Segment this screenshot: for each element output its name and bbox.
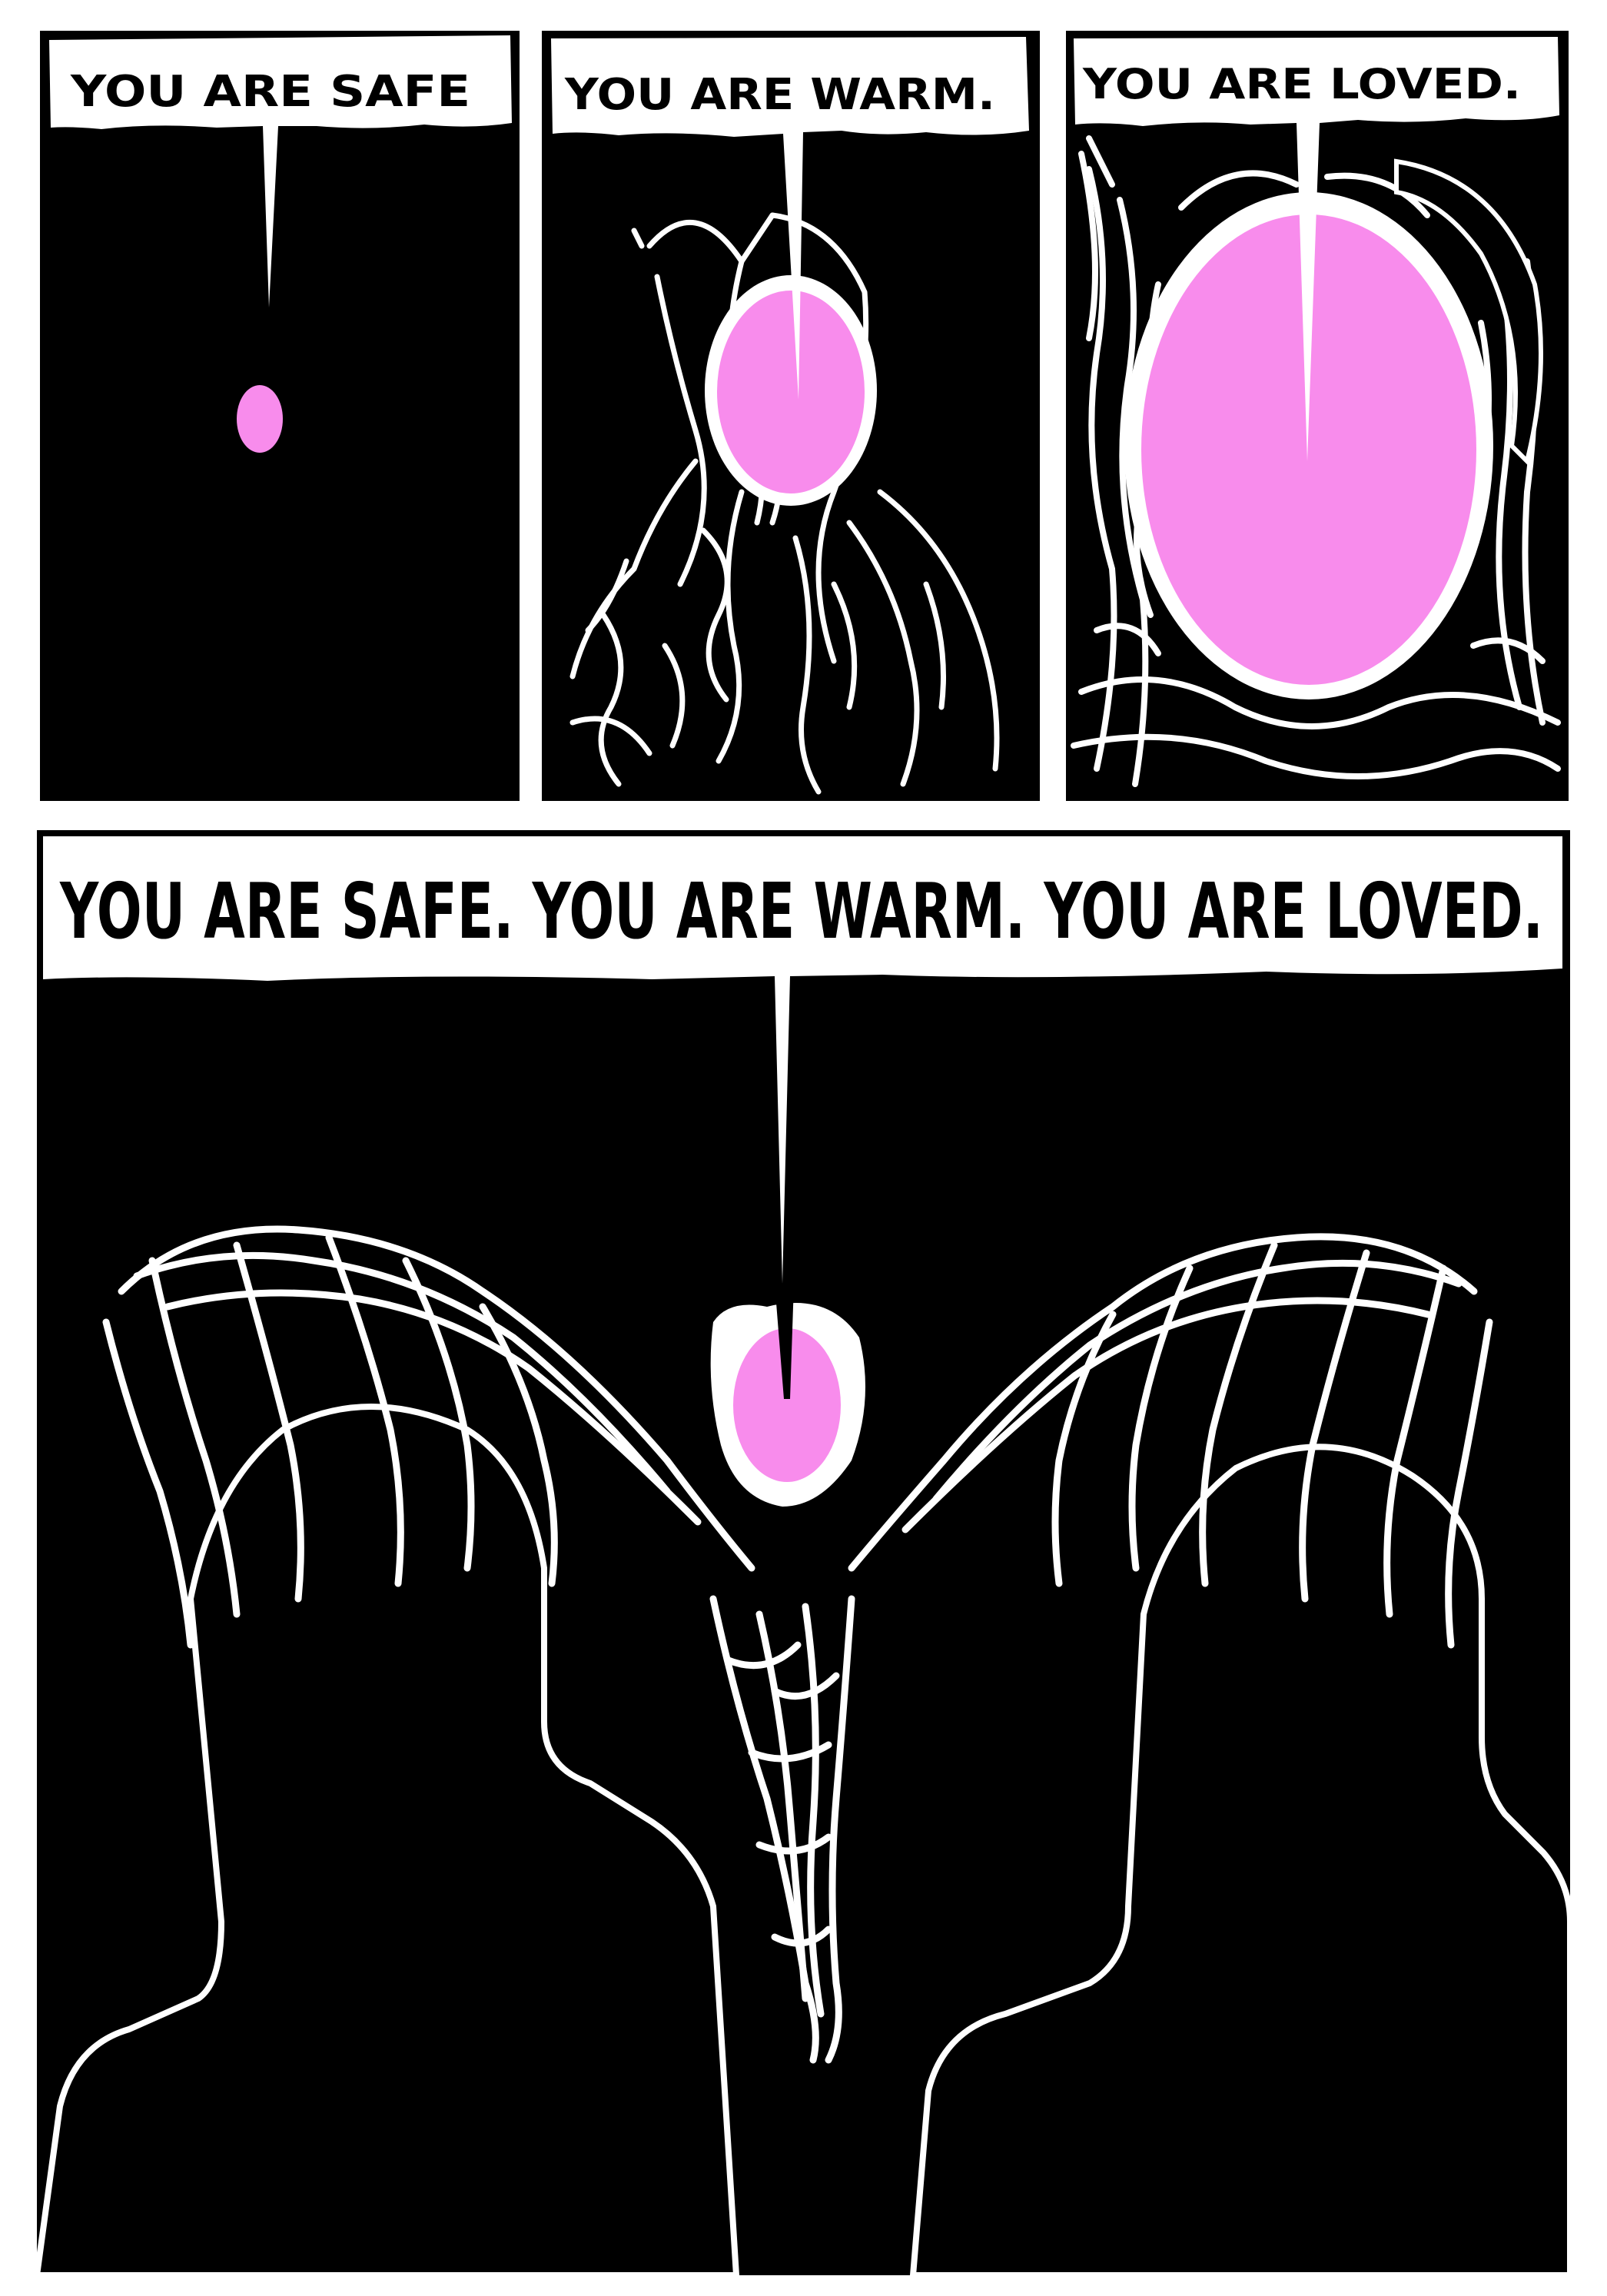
- caption-4: YOU ARE SAFE. YOU ARE WARM. YOU ARE LOVED.: [59, 866, 1544, 956]
- glowing-eye-small: [237, 385, 283, 453]
- panel-3-art: [1066, 31, 1569, 801]
- glowing-eye-medium: [717, 291, 865, 493]
- caption-1: YOU ARE SAFE: [69, 67, 471, 117]
- right-person-silhouette: [913, 1447, 1570, 2275]
- left-person-silhouette: [37, 1407, 736, 2275]
- comic-panel-1: [40, 31, 520, 801]
- comic-panel-4: [37, 830, 1570, 2275]
- panel-2-art: [542, 31, 1040, 801]
- caption-3: YOU ARE LOVED.: [1081, 60, 1521, 108]
- caption-2: YOU ARE WARM.: [563, 70, 995, 120]
- panel-1-art: [40, 31, 520, 801]
- comic-panel-3: [1066, 31, 1569, 801]
- comic-panel-2: [542, 31, 1040, 801]
- panel-4-art: [37, 830, 1570, 2275]
